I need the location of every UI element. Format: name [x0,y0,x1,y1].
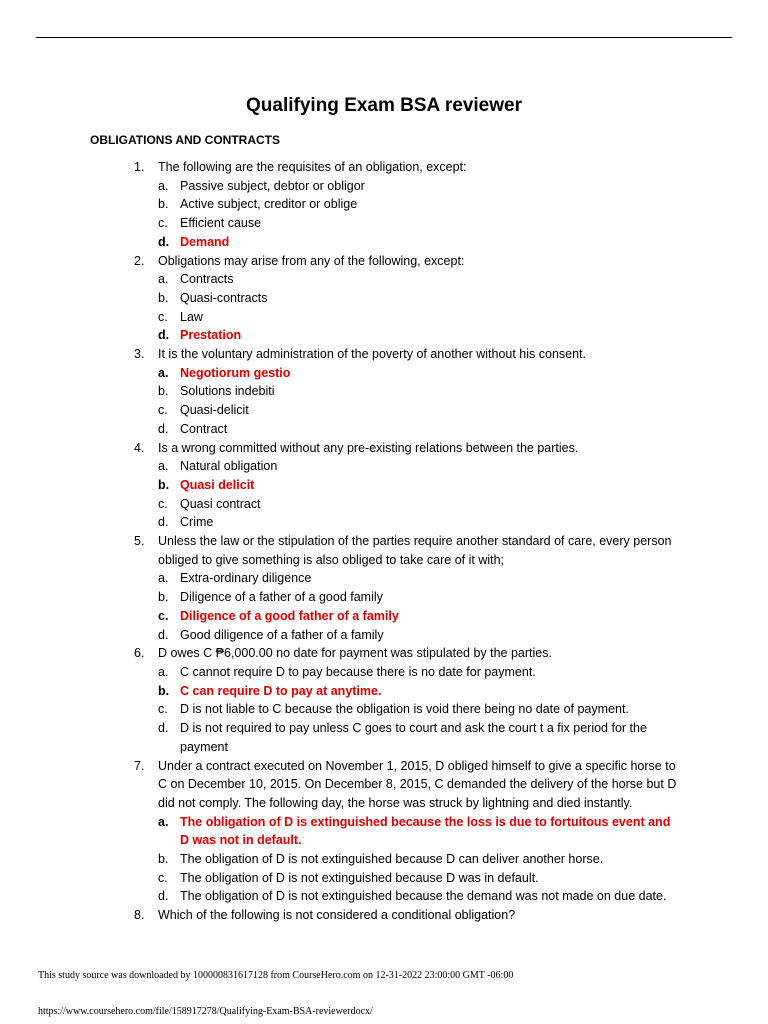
question-text: Is a wrong committed without any pre-existing relations between the parties. [158,440,579,455]
option-letter: b. [158,477,170,492]
option-letter: c. [158,608,169,623]
correct-answer-option [0,476,768,495]
option-text: Contracts [180,272,234,287]
option-letter: d. [158,515,169,530]
answer-option [0,663,768,682]
option-letter: d. [158,421,169,436]
correct-answer-option [0,607,768,626]
option-letter: b. [158,852,169,867]
option-letter: b. [158,290,169,305]
option-letter: c. [158,309,168,324]
option-text: The obligation of D is not extinguished because D can deliver another horse. [180,852,604,867]
question-item [0,644,768,756]
answer-option [0,626,768,645]
option-text: Diligence of a good father of a family [180,608,399,623]
option-text: Efficient cause [180,216,262,231]
answer-option [0,457,768,476]
question-list [0,158,768,925]
option-letter: c. [158,216,168,231]
option-text: C can require D to pay at anytime. [180,683,382,698]
question-text: Which of the following is not considered a conditional obligation? [158,908,516,923]
option-text: Good diligence of a father of a family [180,627,384,642]
section-heading: OBLIGATIONS AND CONTRACTS [90,133,280,147]
option-text: Contract [180,421,228,436]
question-number: 3. [134,347,145,362]
question-number: 5. [134,534,145,549]
answer-option [0,382,768,401]
header-rule [36,37,732,38]
answer-option [0,887,768,906]
correct-answer-option [0,326,768,345]
document-title: Qualifying Exam BSA reviewer [246,95,522,116]
option-text: C cannot require D to pay because there is no date for payment. [180,664,536,679]
option-letter: b. [158,590,169,605]
option-letter: d. [158,889,169,904]
option-letter: c. [158,496,168,511]
option-letter: a. [158,272,169,287]
option-text: Active subject, creditor or oblige [180,197,358,212]
question-item [0,252,768,346]
option-letter: d. [158,627,169,642]
option-text: The obligation of D is extinguished because the loss is due to fortuitous event and D was not in default. [180,814,671,848]
option-letter: a. [158,365,169,380]
correct-answer-option [0,682,768,701]
question-number: 8. [134,908,145,923]
option-text: Passive subject, debtor or obligor [180,178,365,193]
question-item [0,906,768,925]
option-letter: d. [158,328,170,343]
option-list [0,364,768,439]
option-list [0,663,768,757]
question-text: The following are the requisites of an obligation, except: [158,160,467,174]
answer-option [0,195,768,214]
question-text: Obligations may arise from any of the following, except: [158,253,465,268]
option-text: Demand [180,234,230,249]
option-letter: d. [158,234,170,249]
option-text: The obligation of D is not extinguished because the demand was not made on due date. [180,889,667,904]
option-text: Quasi-contracts [180,290,268,305]
correct-answer-option [0,233,768,252]
option-letter: c. [158,702,168,717]
option-text: D is not required to pay unless C goes to court and ask the court t a fix period for the payment [180,721,647,754]
answer-option [0,719,768,756]
option-list [0,457,768,532]
answer-option [0,308,768,327]
answer-option [0,513,768,532]
option-text: Quasi-delicit [180,403,249,418]
question-number: 6. [134,646,145,661]
question-text: Under a contract executed on November 1, 2015, D obliged himself to give a specific horse to C on December 10, 2015. On December 8, 2015, C demanded the delivery of the horse but D did not comply. The following day, the horse was struck by lightning and died instantly. [158,758,677,810]
option-letter: a. [158,178,169,193]
question-text: Unless the law or the stipulation of the parties require another standard of care, every person obliged to give something is also obliged to take care of it with; [158,534,672,567]
question-item [0,532,768,644]
answer-option [0,270,768,289]
option-text: Diligence of a father of a good family [180,590,383,605]
option-list [0,270,768,345]
option-text: Quasi contract [180,496,261,511]
option-list [0,177,768,252]
option-text: D is not liable to C because the obligation is void there being no date of payment. [180,702,629,717]
question-item [0,345,768,439]
answer-option [0,177,768,196]
answer-option [0,588,768,607]
question-item [0,158,768,252]
question-number: 1. [134,160,145,174]
option-letter: a. [158,814,169,829]
question-item [0,757,768,907]
option-letter: c. [158,870,168,885]
option-text: Prestation [180,328,242,343]
option-text: Quasi delicit [180,477,255,492]
answer-option [0,700,768,719]
correct-answer-option [0,364,768,383]
answer-option [0,289,768,308]
option-text: Negotiorum gestio [180,365,291,380]
footer-source-note: This study source was downloaded by 100000831617128 from CourseHero.com on 12-31-2022 23:00:00 GMT -06:00 [38,970,514,981]
answer-option [0,214,768,233]
option-text: The obligation of D is not extinguished because D was in default. [180,870,539,885]
question-text: D owes C ₱6,000.00 no date for payment was stipulated by the parties. [158,646,552,661]
option-letter: d. [158,721,169,736]
option-text: Natural obligation [180,459,278,474]
question-item [0,439,768,533]
option-list [0,813,768,907]
option-letter: a. [158,571,169,586]
answer-option [0,420,768,439]
option-text: Crime [180,515,214,530]
option-text: Solutions indebiti [180,384,275,399]
option-letter: c. [158,403,168,418]
answer-option [0,569,768,588]
question-number: 7. [134,758,145,773]
option-text: Law [180,309,203,324]
answer-option [0,869,768,888]
answer-option [0,401,768,420]
option-letter: b. [158,197,169,212]
option-letter: a. [158,664,169,679]
answer-option [0,495,768,514]
question-number: 4. [134,440,145,455]
answer-option [0,850,768,869]
question-text: It is the voluntary administration of the poverty of another without his consent. [158,347,587,362]
question-number: 2. [134,253,145,268]
option-list [0,569,768,644]
option-text: Extra-ordinary diligence [180,571,312,586]
correct-answer-option [0,813,768,850]
option-letter: a. [158,459,169,474]
footer-url[interactable]: https://www.coursehero.com/file/158917278/Qualifying-Exam-BSA-reviewerdocx/ [38,1006,373,1017]
option-letter: b. [158,384,169,399]
option-letter: b. [158,683,170,698]
